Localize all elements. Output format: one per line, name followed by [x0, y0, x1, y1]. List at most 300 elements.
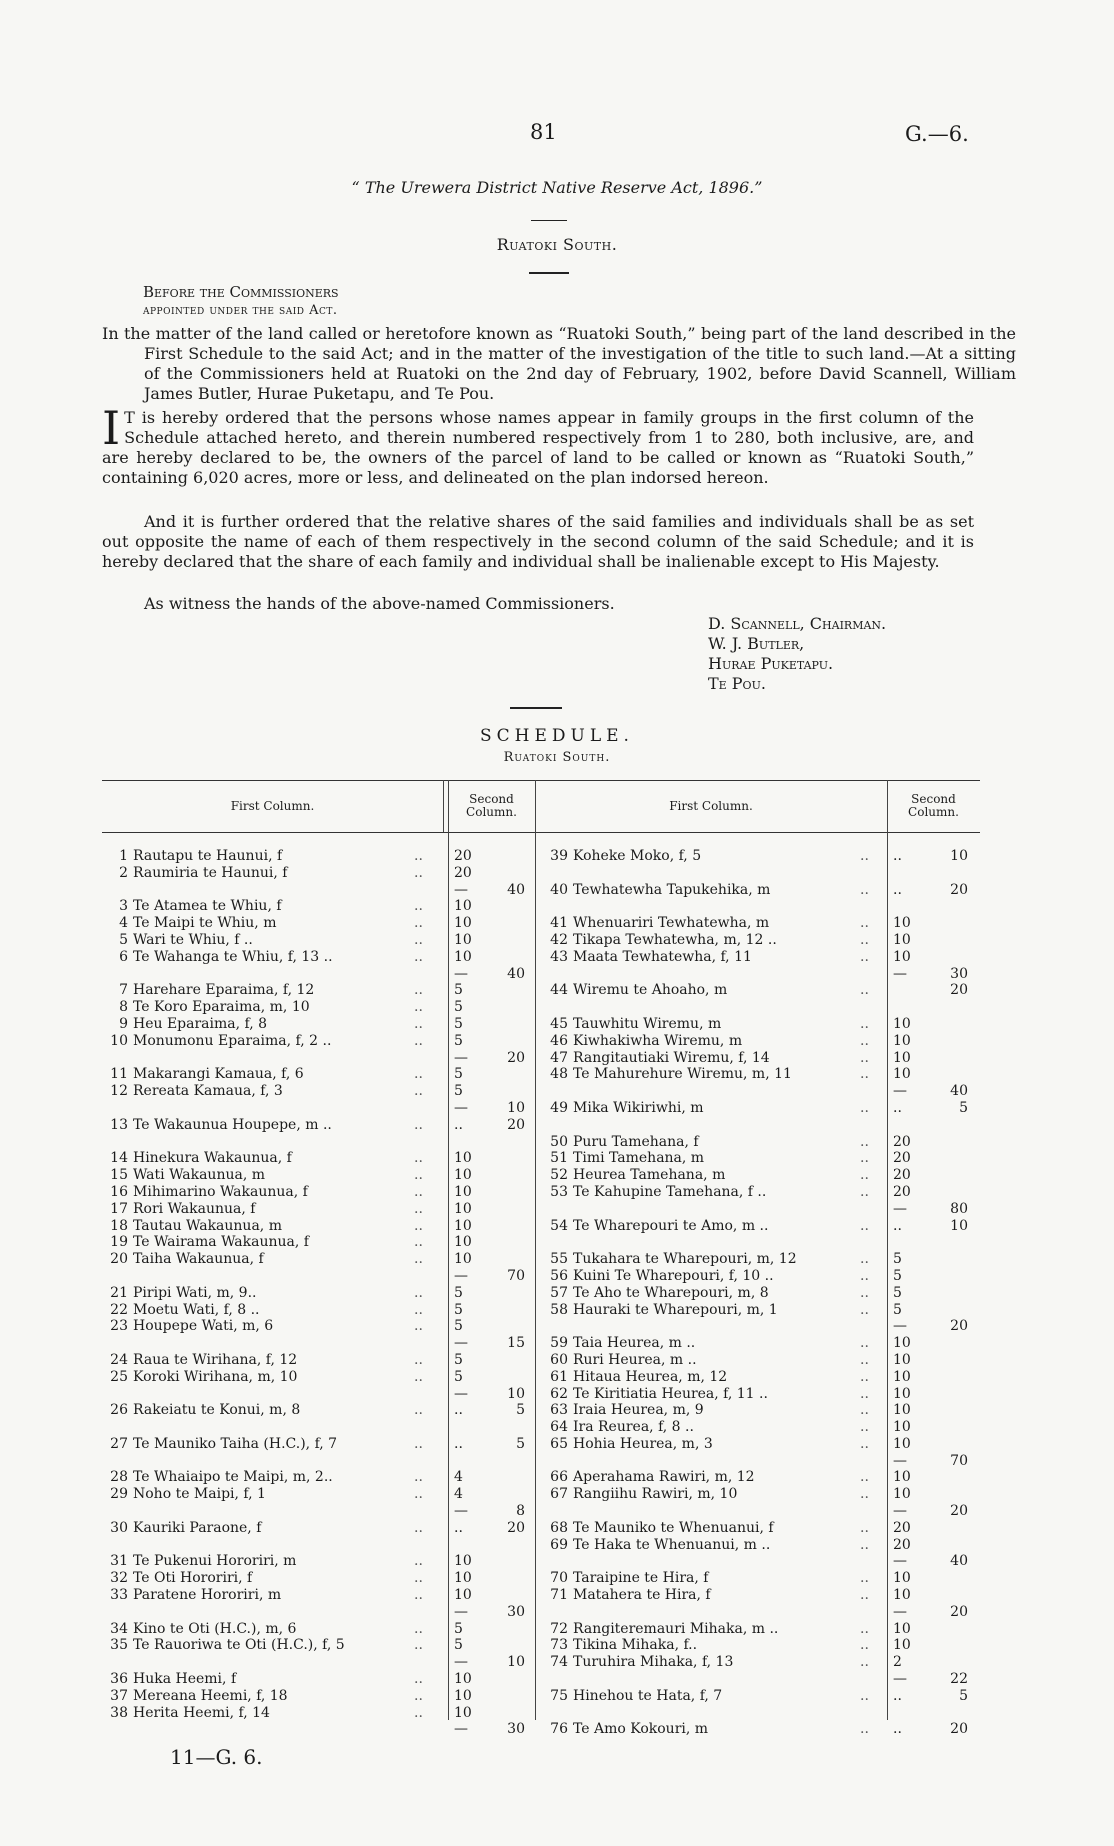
entry-number: 74: [550, 1654, 568, 1671]
leader-dots: ..: [860, 1301, 869, 1318]
owner-name: Huka Heemi, f: [133, 1671, 237, 1688]
entry-number: 28: [110, 1469, 128, 1486]
entry-number: 75: [550, 1687, 568, 1704]
leader-dots: ..: [860, 1066, 869, 1083]
family-total: 20: [507, 1116, 525, 1133]
leader-dots: ..: [414, 848, 423, 864]
entry-number: 45: [550, 1015, 568, 1032]
entry-number: 43: [550, 948, 568, 965]
table-row: [102, 999, 535, 1016]
share-value: 10: [893, 1637, 911, 1654]
family-total: 5: [959, 1099, 968, 1116]
leader-dots: ..: [414, 1486, 423, 1503]
leader-dots: ..: [414, 1351, 423, 1368]
page-number: 81: [530, 120, 557, 144]
section-title: Ruatoki South.: [496, 235, 618, 254]
table-row: [542, 1117, 980, 1134]
leader-dots: ..: [414, 1015, 423, 1032]
leader-dots: ..: [860, 1368, 869, 1385]
leader-dots: ..: [860, 1402, 869, 1419]
table-row: [102, 1537, 535, 1554]
entry-number: 1: [119, 848, 128, 864]
entry-number: 61: [550, 1368, 568, 1385]
table-row: [102, 1419, 535, 1436]
entry-number: 14: [110, 1150, 128, 1167]
share-value: 20: [454, 864, 472, 881]
table-row: [542, 1167, 980, 1184]
entry-number: 72: [550, 1620, 568, 1637]
header-second-b: Column.: [908, 805, 959, 819]
entry-number: 68: [550, 1519, 568, 1536]
owner-name: Te Wahanga te Whiu, f, 13 ..: [133, 948, 333, 965]
share-value: 10: [893, 1587, 911, 1604]
table-row: [542, 915, 980, 932]
schedule-title: SCHEDULE.: [480, 726, 634, 746]
leader-dots: ..: [860, 848, 869, 864]
share-value: 5: [454, 1032, 463, 1049]
share-value: 10: [454, 1217, 472, 1234]
entry-number: 25: [110, 1368, 128, 1385]
owner-name: Te Aho te Wharepouri, m, 8: [573, 1284, 769, 1301]
share-value: 10: [454, 898, 472, 915]
share-value: 5: [893, 1251, 902, 1268]
entry-number: 11: [110, 1066, 128, 1083]
table-row: [542, 1134, 980, 1151]
table-row: [542, 1436, 980, 1453]
owner-name: Te Kiritiatia Heurea, f, 11 ..: [573, 1385, 768, 1402]
owner-name: Te Koro Eparaima, m, 10: [133, 999, 310, 1016]
share-value: 5: [893, 1284, 902, 1301]
entry-number: 17: [110, 1200, 128, 1217]
table-row: [102, 1688, 535, 1705]
table-row: [102, 1335, 535, 1352]
share-value: 10: [893, 1032, 911, 1049]
owner-name: Hohia Heurea, m, 3: [573, 1435, 713, 1452]
share-value: 10: [893, 1385, 911, 1402]
table-row: [542, 1318, 980, 1335]
share-value: —: [893, 1083, 907, 1100]
share-value: 10: [893, 915, 911, 932]
owner-name: Raua te Wirihana, f, 12: [133, 1351, 298, 1368]
leader-dots: ..: [414, 1402, 423, 1419]
leader-dots: ..: [860, 1687, 869, 1704]
owner-name: Te Wairama Wakaunua, f: [133, 1234, 309, 1251]
owner-name: Te Atamea te Whiu, f: [133, 898, 282, 915]
share-value: ..: [454, 1402, 463, 1419]
table-row: [102, 1486, 535, 1503]
owner-name: Wiremu te Ahoaho, m: [573, 982, 728, 999]
leader-dots: ..: [860, 1486, 869, 1503]
table-row: [102, 1721, 535, 1738]
further-paragraph: And it is further ordered that the relative shares of the said families and individuals shall be as set out opposite the name of each of them respectively in the second column of the said Schedule; and it is hereby declared that the share of each family and individual shall be inalienable except to His Majesty.: [102, 512, 974, 571]
owner-name: Ruri Heurea, m ..: [573, 1351, 697, 1368]
share-value: —: [454, 1335, 468, 1352]
entry-number: 65: [550, 1435, 568, 1452]
owner-name: Makarangi Kamaua, f, 6: [133, 1066, 304, 1083]
leader-dots: ..: [860, 1654, 869, 1671]
signature-butler: W. J. Butler,: [708, 634, 805, 653]
entry-number: 16: [110, 1183, 128, 1200]
leader-dots: ..: [414, 1687, 423, 1704]
order-text: T is hereby ordered that the persons whose names appear in family groups in the first column of the Schedule attached hereto, and therein numbered respectively from 1 to 280, both inclusive, are, and are hereby declared to be, the owners of the parcel of land to be called or known as “Ruatoki South,” containing 6,020 acres, more or less, and delineated on the plan indorsed hereon.: [102, 408, 974, 487]
owner-name: Taiha Wakaunua, f: [133, 1251, 264, 1268]
leader-dots: ..: [414, 1671, 423, 1688]
entry-number: 63: [550, 1402, 568, 1419]
family-total: 10: [507, 1654, 525, 1671]
table-row: [102, 1117, 535, 1134]
table-row: [542, 848, 980, 865]
table-row: [542, 882, 980, 899]
entry-number: 64: [550, 1419, 568, 1436]
table-row: [102, 1251, 535, 1268]
owner-name: Turuhira Mihaka, f, 13: [573, 1654, 734, 1671]
leader-dots: ..: [414, 898, 423, 915]
owner-name: Harehare Eparaima, f, 12: [133, 982, 315, 999]
share-value: 10: [454, 931, 472, 948]
entry-number: 39: [550, 848, 568, 864]
table-row: [542, 1587, 980, 1604]
table-row: [102, 1553, 535, 1570]
leader-dots: ..: [414, 948, 423, 965]
matter-paragraph: In the matter of the land called or heretofore known as “Ruatoki South,” being part of the land described in the First Schedule to the said Act; and in the matter of the investigation of the title to such land.—At a sitting of the Commissioners held at Ruatoki on the 2nd day of February, 1902, before David Scannell, William James Butler, Hurae Puketapu, and Te Pou.: [102, 324, 1016, 403]
family-total: 10: [950, 848, 968, 864]
family-total: 30: [507, 1721, 525, 1738]
owner-name: Te Kahupine Tamehana, f ..: [573, 1183, 767, 1200]
family-total: 10: [507, 1099, 525, 1116]
table-row: [102, 1268, 535, 1285]
owner-name: Kauriki Paraone, f: [133, 1519, 262, 1536]
leader-dots: ..: [414, 1200, 423, 1217]
owner-name: Houpepe Wati, m, 6: [133, 1318, 274, 1335]
entry-number: 9: [119, 1015, 128, 1032]
entry-number: 47: [550, 1049, 568, 1066]
table-row: [542, 865, 980, 882]
share-value: 20: [893, 1519, 911, 1536]
drop-cap: I: [102, 401, 121, 455]
entry-number: 27: [110, 1435, 128, 1452]
table-row: [102, 1469, 535, 1486]
entry-number: 59: [550, 1335, 568, 1352]
leader-dots: ..: [860, 1267, 869, 1284]
family-total: 20: [950, 1318, 968, 1335]
header-second-column-left: [448, 793, 535, 819]
share-value: 5: [893, 1301, 902, 1318]
owner-name: Rereata Kamaua, f, 3: [133, 1083, 283, 1100]
table-row: [102, 1705, 535, 1722]
owner-name: Heu Eparaima, f, 8: [133, 1015, 268, 1032]
header-second-a: Second: [911, 792, 956, 806]
entry-number: 18: [110, 1217, 128, 1234]
table-row: [102, 915, 535, 932]
entry-number: 26: [110, 1402, 128, 1419]
table-row: [542, 1184, 980, 1201]
share-value: 10: [893, 948, 911, 965]
owner-name: Piripi Wati, m, 9..: [133, 1284, 257, 1301]
share-value: 10: [893, 1049, 911, 1066]
entry-number: 35: [110, 1637, 128, 1654]
leader-dots: ..: [414, 1284, 423, 1301]
leader-dots: ..: [414, 1150, 423, 1167]
table-row: [102, 1016, 535, 1033]
owner-name: Te Wharepouri te Amo, m ..: [573, 1217, 769, 1234]
owner-name: Te Mauniko te Whenuanui, f: [573, 1519, 774, 1536]
leader-dots: ..: [414, 915, 423, 932]
entry-number: 41: [550, 915, 568, 932]
table-row: [542, 1520, 980, 1537]
table-row: [542, 982, 980, 999]
owner-name: Tikapa Tewhatewha, m, 12 ..: [573, 931, 777, 948]
share-value: 5: [454, 1318, 463, 1335]
leader-dots: ..: [414, 1217, 423, 1234]
owner-name: Maata Tewhatewha, f, 11: [573, 948, 752, 965]
table-row: [542, 1302, 980, 1319]
entry-number: 56: [550, 1267, 568, 1284]
share-value: —: [454, 1267, 468, 1284]
table-row: [542, 1671, 980, 1688]
divider: [531, 220, 567, 221]
owner-name: Te Wakaunua Houpepe, m ..: [133, 1116, 332, 1133]
table-row: [102, 1436, 535, 1453]
owner-name: Rautapu te Haunui, f: [133, 848, 283, 864]
header-first-column-right: First Column.: [669, 799, 753, 813]
owner-name: Hinehou te Hata, f, 7: [573, 1687, 723, 1704]
share-value: —: [893, 965, 907, 982]
signature-te-pou: Te Pou.: [708, 674, 766, 693]
leader-dots: ..: [860, 915, 869, 932]
share-value: 10: [893, 1419, 911, 1436]
share-value: 10: [454, 948, 472, 965]
table-row: [542, 1570, 980, 1587]
leader-dots: ..: [860, 1217, 869, 1234]
leader-dots: ..: [860, 1335, 869, 1352]
owner-name: Moetu Wati, f, 8 ..: [133, 1301, 260, 1318]
family-total: 20: [950, 982, 968, 999]
owner-name: Raumiria te Haunui, f: [133, 864, 288, 881]
table-row: [102, 882, 535, 899]
family-total: 10: [507, 1385, 525, 1402]
entry-number: 69: [550, 1536, 568, 1553]
entry-number: 40: [550, 881, 568, 898]
schedule-subtitle: Ruatoki South.: [503, 750, 611, 765]
right-column-rows: [542, 848, 980, 1738]
share-value: 10: [454, 1251, 472, 1268]
entry-number: 24: [110, 1351, 128, 1368]
leader-dots: ..: [860, 1536, 869, 1553]
table-row: [102, 1503, 535, 1520]
entry-number: 42: [550, 931, 568, 948]
table-row: [542, 1637, 980, 1654]
divider: [529, 272, 569, 274]
owner-name: Tukahara te Wharepouri, m, 12: [573, 1251, 797, 1268]
leader-dots: ..: [860, 1133, 869, 1150]
table-row: [542, 1453, 980, 1470]
table-row: [542, 1469, 980, 1486]
share-value: 20: [893, 1536, 911, 1553]
leader-dots: ..: [860, 948, 869, 965]
share-value: 10: [893, 1469, 911, 1486]
table-row: [102, 1066, 535, 1083]
share-value: 10: [893, 1015, 911, 1032]
share-value: 5: [454, 1637, 463, 1654]
leader-dots: ..: [860, 1284, 869, 1301]
owner-name: Puru Tamehana, f: [573, 1133, 699, 1150]
page-footer: 11—G. 6.: [170, 1745, 263, 1769]
share-value: ..: [454, 1116, 463, 1133]
owner-name: Iraia Heurea, m, 9: [573, 1402, 704, 1419]
share-value: 10: [454, 1570, 472, 1587]
leader-dots: ..: [860, 1183, 869, 1200]
share-value: ..: [893, 848, 902, 864]
table-row: [542, 1016, 980, 1033]
left-column-rows: [102, 848, 535, 1738]
signature-puketapu: Hurae Puketapu.: [708, 654, 834, 673]
leader-dots: ..: [860, 1587, 869, 1604]
share-value: 10: [893, 931, 911, 948]
entry-number: 49: [550, 1099, 568, 1116]
table-row: [102, 1570, 535, 1587]
table-row: [102, 1050, 535, 1067]
entry-number: 34: [110, 1620, 128, 1637]
family-total: 22: [950, 1671, 968, 1688]
table-row: [102, 1234, 535, 1251]
leader-dots: ..: [414, 1251, 423, 1268]
owner-name: Monumonu Eparaima, f, 2 ..: [133, 1032, 332, 1049]
leader-dots: ..: [860, 1620, 869, 1637]
owner-name: Mihimarino Wakaunua, f: [133, 1183, 308, 1200]
share-value: 5: [454, 1351, 463, 1368]
share-value: 5: [454, 1368, 463, 1385]
entry-number: 36: [110, 1671, 128, 1688]
table-row: [542, 1201, 980, 1218]
leader-dots: ..: [860, 881, 869, 898]
table-row: [102, 1671, 535, 1688]
table-row: [102, 1150, 535, 1167]
table-header-rule: [102, 832, 980, 833]
table-row: [542, 1621, 980, 1638]
table-row: [542, 932, 980, 949]
leader-dots: ..: [860, 931, 869, 948]
share-value: 5: [454, 1620, 463, 1637]
entry-number: 37: [110, 1687, 128, 1704]
owner-name: Hitaua Heurea, m, 12: [573, 1368, 728, 1385]
family-total: 20: [950, 1721, 968, 1738]
owner-name: Rangiteremauri Mihaka, m ..: [573, 1620, 779, 1637]
owner-name: Paratene Hororiri, m: [133, 1587, 282, 1604]
share-value: 10: [893, 1335, 911, 1352]
table-row: [542, 1402, 980, 1419]
leader-dots: ..: [860, 1435, 869, 1452]
share-value: 2: [893, 1654, 902, 1671]
share-value: —: [893, 1318, 907, 1335]
share-value: ..: [893, 881, 902, 898]
share-value: 5: [454, 1066, 463, 1083]
leader-dots: ..: [860, 1099, 869, 1116]
col-divider: [443, 780, 444, 832]
share-value: 10: [893, 1435, 911, 1452]
share-value: 20: [454, 848, 472, 864]
share-value: 5: [454, 1284, 463, 1301]
leader-dots: ..: [414, 1234, 423, 1251]
share-value: 10: [454, 1183, 472, 1200]
leader-dots: ..: [860, 1150, 869, 1167]
share-value: 10: [454, 1671, 472, 1688]
share-value: ..: [454, 1519, 463, 1536]
share-value: 10: [454, 1150, 472, 1167]
share-value: 10: [454, 1587, 472, 1604]
owner-name: Kino te Oti (H.C.), m, 6: [133, 1620, 297, 1637]
entry-number: 57: [550, 1284, 568, 1301]
share-value: —: [454, 1049, 468, 1066]
leader-dots: ..: [860, 1251, 869, 1268]
share-value: —: [893, 1603, 907, 1620]
table-row: [102, 1184, 535, 1201]
owner-name: Mika Wikiriwhi, m: [573, 1099, 704, 1116]
leader-dots: ..: [414, 999, 423, 1016]
table-row: [102, 982, 535, 999]
table-row: [542, 1537, 980, 1554]
share-value: —: [893, 1503, 907, 1520]
share-value: 10: [893, 1620, 911, 1637]
owner-name: Heurea Tamehana, m: [573, 1167, 726, 1184]
share-value: 10: [454, 1200, 472, 1217]
family-total: 15: [507, 1335, 525, 1352]
share-value: —: [454, 1603, 468, 1620]
share-value: ..: [454, 1435, 463, 1452]
entry-number: 15: [110, 1167, 128, 1184]
entry-number: 76: [550, 1721, 568, 1738]
share-value: 10: [454, 1167, 472, 1184]
entry-number: 50: [550, 1133, 568, 1150]
leader-dots: ..: [414, 1587, 423, 1604]
owner-name: Te Mahurehure Wiremu, m, 11: [573, 1066, 792, 1083]
share-value: 5: [454, 1015, 463, 1032]
owner-name: Koheke Moko, f, 5: [573, 848, 702, 864]
order-paragraph: [102, 401, 974, 488]
entry-number: 33: [110, 1587, 128, 1604]
table-row: [102, 1453, 535, 1470]
share-value: 20: [893, 1183, 911, 1200]
family-total: 20: [507, 1049, 525, 1066]
entry-number: 52: [550, 1167, 568, 1184]
table-row: [542, 1234, 980, 1251]
share-value: —: [454, 1503, 468, 1520]
share-value: ..: [893, 1099, 902, 1116]
entry-number: 22: [110, 1301, 128, 1318]
table-row: [542, 1335, 980, 1352]
share-value: —: [454, 881, 468, 898]
leader-dots: ..: [414, 1167, 423, 1184]
schedule-table: [102, 780, 980, 1738]
entry-number: 5: [119, 931, 128, 948]
leader-dots: ..: [414, 1368, 423, 1385]
leader-dots: ..: [414, 1620, 423, 1637]
owner-name: Rakeiatu te Konui, m, 8: [133, 1402, 301, 1419]
table-row: [542, 1268, 980, 1285]
share-value: 5: [454, 982, 463, 999]
entry-number: 66: [550, 1469, 568, 1486]
leader-dots: ..: [860, 1519, 869, 1536]
leader-dots: ..: [414, 931, 423, 948]
share-value: —: [454, 1385, 468, 1402]
table-row: [542, 1386, 980, 1403]
share-value: —: [893, 1452, 907, 1469]
table-row: [542, 999, 980, 1016]
leader-dots: ..: [414, 1116, 423, 1133]
table-row: [542, 1553, 980, 1570]
leader-dots: ..: [860, 1015, 869, 1032]
family-total: 5: [959, 1687, 968, 1704]
owner-name: Ira Reurea, f, 8 ..: [573, 1419, 694, 1436]
